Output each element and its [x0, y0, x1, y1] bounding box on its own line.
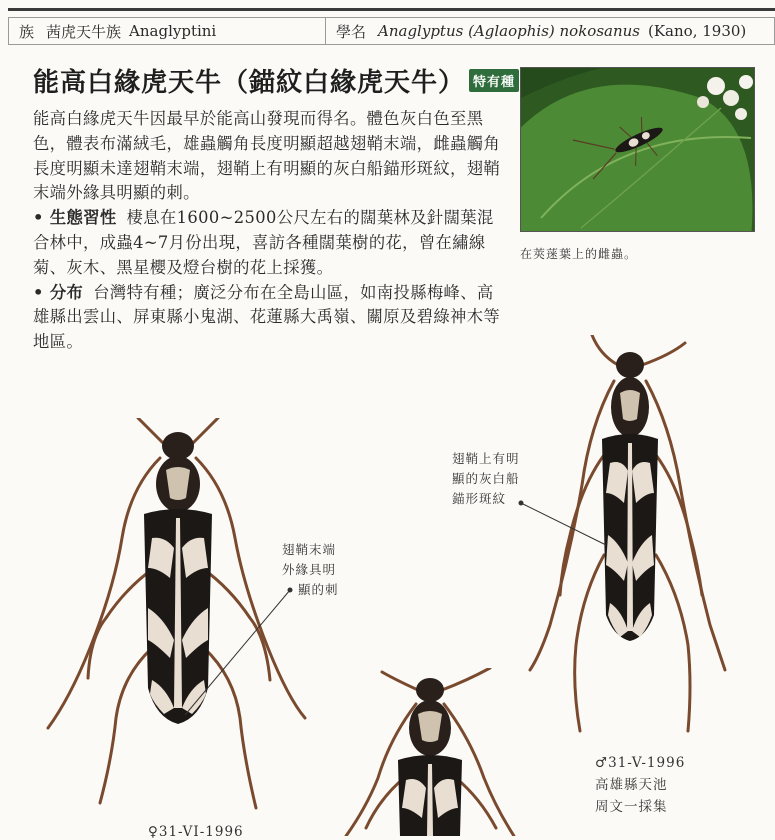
- sci-name: Anaglyptus (Aglaophis) nokosanus: [378, 22, 640, 40]
- sci-label: 學名: [336, 22, 367, 41]
- distribution-label: • 分布: [33, 282, 84, 302]
- callout-tip-line2: 外緣具明: [282, 562, 337, 577]
- specimen-locality: 高雄縣天池: [595, 777, 668, 793]
- habits-label: • 生態習性: [33, 208, 117, 228]
- specimen-collector: 周文一採集: [595, 799, 668, 815]
- habits-text: 棲息在1600~2500公尺左右的闊葉林及針闊葉混合林中，成蟲4~7月份出現，喜訪各種闊葉樹的花，曾在繡線菊、灰木、黑星櫻及燈台樹的花上採獲。: [33, 208, 494, 277]
- photo-caption: 在莢蒾葉上的雌蟲。: [520, 247, 638, 261]
- family-latin: Anaglyptini: [129, 22, 217, 40]
- intro-paragraph: 能高白緣虎天牛因最早於能高山發現而得名。體色灰白色至黑色，體表布滿絨毛，雄蟲觸角長度明顯超越翅鞘末端，雌蟲觸角長度明顯未達翅鞘末端，翅鞘上有明顯的灰白船錨形斑紋，翅鞘末端外緣具明顯的刺。: [33, 109, 501, 203]
- distribution-text: 台灣特有種；廣泛分布在全島山區，如南投縣梅峰、高雄縣出雲山、屏東縣小鬼湖、花蓮縣大禹嶺、關原及碧綠神木等地區。: [33, 282, 501, 352]
- callout-anchor-line1: 翅鞘上有明: [452, 451, 520, 466]
- specimen-date: ♂31-V-1996: [595, 755, 686, 771]
- callout-anchor-line3: 錨形斑紋: [452, 491, 507, 506]
- callout-tip-line3: 顯的刺: [298, 582, 339, 597]
- specimen-label-male: [595, 752, 685, 818]
- family-cn: 茜虎天牛族: [46, 22, 122, 41]
- callout-anchor-pattern: [452, 449, 520, 509]
- sci-author: (Kano, 1930): [648, 22, 747, 40]
- callout-anchor-line2: 顯的灰白船: [452, 471, 520, 486]
- title-text: 能高白緣虎天牛（錨紋白緣虎天牛）: [33, 68, 466, 98]
- callout-tip-line1: 翅鞘末端: [282, 542, 337, 557]
- callout-elytra-tip: [282, 540, 339, 600]
- endemic-badge: 特有種: [469, 69, 519, 92]
- specimen-label-female-partial: ♀31-VI-1996: [148, 824, 244, 840]
- family-label: 族: [19, 22, 35, 41]
